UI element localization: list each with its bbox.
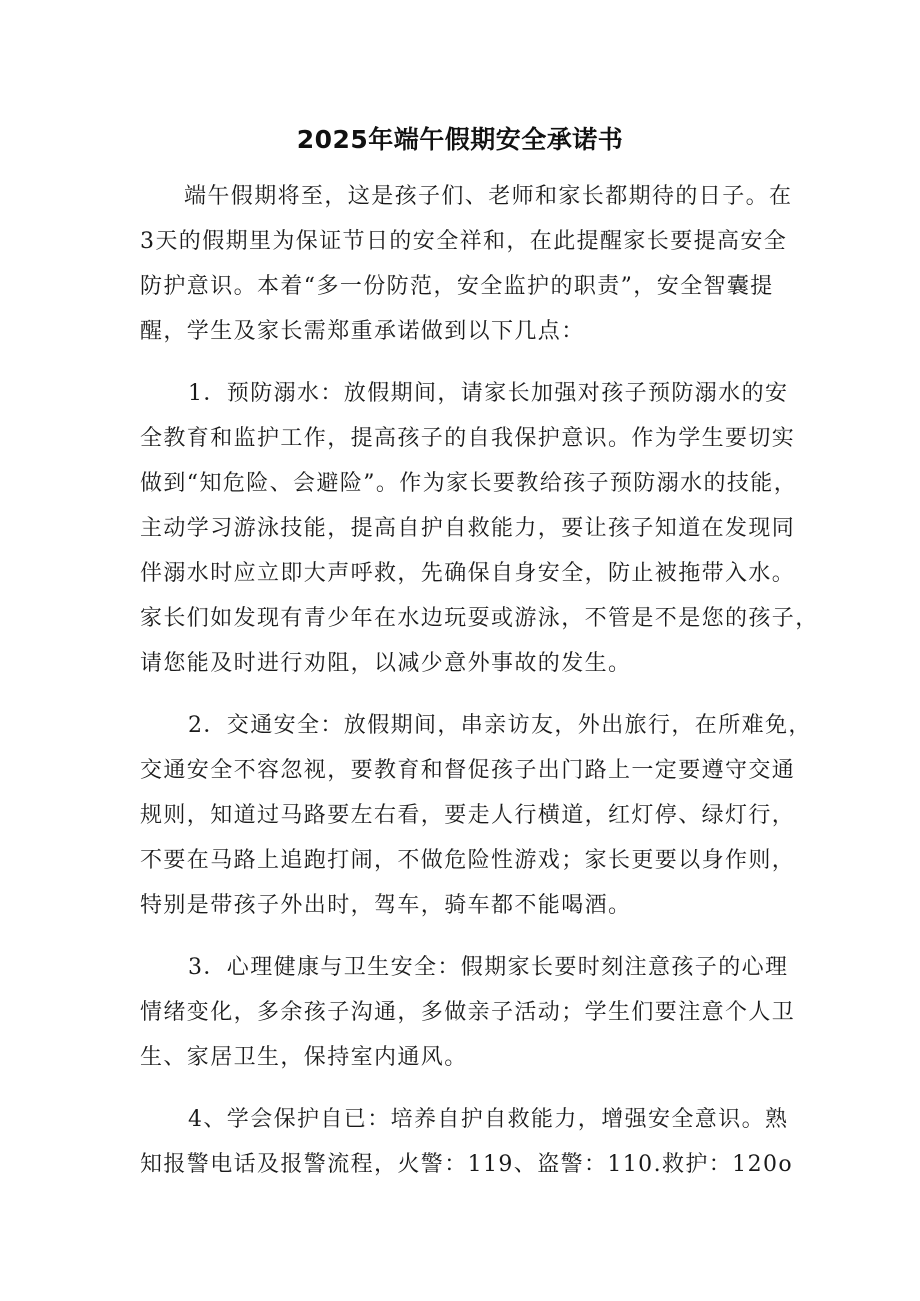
text-line: 交通安全不容忽视，要教育和督促孩子出门路上一定要遵守交通 (140, 758, 796, 783)
text-line: 生、家居卫生，保持室内通风。 (140, 1045, 468, 1070)
document-title: 2025年端午假期安全承诺书 (296, 125, 624, 154)
text-line: 1．预防溺水：放假期间，请家长加强对孩子预防溺水的安 (188, 381, 789, 406)
text-line: 请您能及时进行劝阻，以减少意外事故的发生。 (140, 651, 632, 676)
text-line: 醒，学生及家长需郑重承诺做到以下几点： (140, 319, 585, 344)
text-line: 主动学习游泳技能，提高自护自救能力，要让孩子知道在发现同 (140, 516, 796, 541)
paragraph-gap (140, 354, 790, 371)
paragraph-mental-health (140, 945, 796, 1080)
paragraph-gap (140, 1080, 790, 1097)
text-line: 不要在马路上追跑打闹，不做危险性游戏；家长更要以身作则， (140, 848, 796, 873)
text-line: 做到“知危险、会避险”。作为家长要教给孩子预防溺水的技能， (140, 471, 798, 496)
text-line: 防护意识。本着“多一份防范，安全监护的职责”，安全智囊提 (140, 274, 774, 299)
text-line: 特别是带孩子外出时，驾车，骑车都不能喝酒。 (140, 893, 632, 918)
text-line: 情绪变化，多余孩子沟通，多做亲子活动；学生们要注意个人卫 (140, 1000, 796, 1025)
text-line: 3．心理健康与卫生安全：假期家长要时刻注意孩子的心理 (188, 955, 789, 980)
paragraph-drowning (140, 371, 819, 686)
text-line: 4、学会保护自已：培养自护自救能力，增强安全意识。熟 (188, 1107, 789, 1132)
paragraph-traffic (140, 703, 812, 928)
paragraph-intro (140, 174, 793, 354)
text-line: 3天的假期里为保证节日的安全祥和，在此提醒家长要提高安全 (140, 229, 788, 254)
text-line: 知报警电话及报警流程，火警：119、盗警：110.救护：120o (140, 1152, 794, 1177)
text-line: 2．交通安全：放假期间，串亲访友，外出旅行，在所难免， (188, 713, 812, 738)
text-line: 规则，知道过马路要左右看，要走人行横道，红灯停、绿灯行， (140, 803, 796, 828)
document-body (140, 174, 819, 1187)
paragraph-gap (140, 686, 790, 703)
text-line: 端午假期将至，这是孩子们、老师和家长都期待的日子。在 (184, 184, 793, 209)
text-line: 伴溺水时应立即大声呼救，先确保自身安全，防止被拖带入水。 (140, 561, 796, 586)
paragraph-self-protection (140, 1097, 794, 1187)
paragraph-gap (140, 928, 790, 945)
text-line: 家长们如发现有青少年在水边玩耍或游泳，不管是不是您的孩子， (140, 606, 819, 631)
text-line: 全教育和监护工作，提高孩子的自我保护意识。作为学生要切实 (140, 426, 796, 451)
